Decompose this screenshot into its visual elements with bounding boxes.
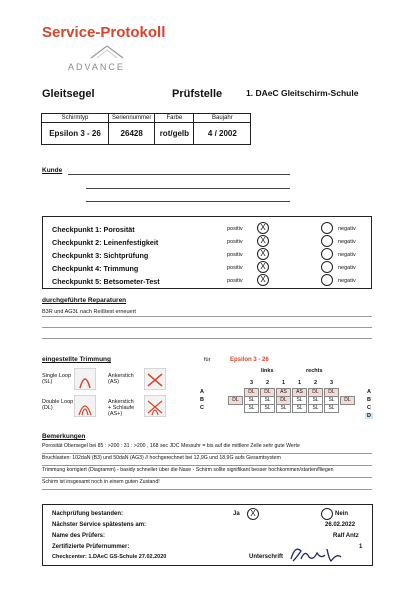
checkpoint-1-label: Checkpunkt 1: Porosität [52,225,135,234]
trim-b-l1: DL [276,396,291,405]
th-schirmtyp: Schirmtyp [42,114,109,123]
page-title: Service-Protokoll [42,24,166,41]
ankerstich-schlaufe-icon [144,395,166,417]
row-b-right: B [367,397,371,403]
kunde-label: Kunde [42,167,63,174]
col-l3: 3 [250,380,254,386]
baujahr-value: 4 / 2002 [194,123,251,145]
th-baujahr: Baujahr [194,114,251,123]
trim-a-r3: DL [324,388,339,397]
ankerstich-label: Ankerstich (AS) [108,373,134,385]
double-loop-label: Double Loop (DL) [42,399,74,411]
rechts-label: rechts [306,368,323,374]
trim-model: Epsilon 3 - 26 [230,357,269,363]
remark-line-4: Schirm ist insgesamt noch in einem guten Zustand! [42,479,372,490]
trim-c-l1: SL [276,404,291,413]
checkpoint-1-positiv: positiv [227,226,243,232]
trim-c-l3: SL [244,404,259,413]
naechster-label: Nächster Service spätestens am: [52,522,147,528]
glider-info-table [41,113,251,145]
th-seriennummer: Seriennummer [109,114,155,123]
seriennummer-value: 26428 [109,123,155,145]
col-l2: 2 [266,380,270,386]
zert-label: Zertifizierte Prüfernummer: [52,544,130,550]
checkpoint-5-negativ: negativ [338,278,356,284]
checkpoint-2-positiv-radio[interactable]: X [257,235,269,247]
brand-name: ADVANCE [68,62,125,72]
kunde-line-2 [86,188,290,189]
checkpoint-5-positiv: positiv [227,278,243,284]
trim-c-r2: SL [308,404,323,413]
kunde-line-1 [68,174,290,175]
remark-line-3: Trimmung korrigiert (Diagramm) - basidy schneller über die Nase - Schirm sollte signifikant besser hochkommen/starten/fliegen [42,467,372,478]
checkpoint-5-negativ-radio[interactable] [321,274,333,286]
col-l1: 1 [282,380,286,386]
unterschrift-label: Unterschrift [249,554,284,560]
checkpoint-2-positiv: positiv [227,239,243,245]
links-label: links [261,368,274,374]
naechster-value: 26.02.2022 [325,522,356,528]
col-r2: 2 [314,380,318,386]
th-farbe: Farbe [155,114,194,123]
trim-a-l3: DL [244,388,259,397]
col-r1: 1 [298,380,302,386]
row-a-left: A [200,389,204,395]
checkpoint-2-negativ-radio[interactable] [321,235,333,247]
checkpoint-1-negativ: negativ [338,226,356,232]
nein-radio[interactable] [321,508,333,520]
trim-a-r2: DL [308,388,323,397]
school-name: 1. DAeC Gleitschirm-Schule [246,88,359,98]
checkpoint-3-label: Checkpunkt 3: Sichtprüfung [52,251,149,260]
trim-b-r2: SL [308,396,323,405]
trim-label: eingestellte Trimmung [42,356,111,363]
advance-logo-icon [87,44,127,60]
kunde-line-3 [86,201,290,202]
trim-c-r3: SL [324,404,339,413]
checkcenter-text: Checkcenter: 1.DAeC GS-Schule 27.02.2020 [52,554,167,560]
checkpoint-3-positiv: positiv [227,252,243,258]
trim-c-l2: SL [260,404,275,413]
schirmtyp-value: Epsilon 3 - 26 [42,123,109,145]
row-c-right: C [367,405,371,411]
repairs-line-3 [42,338,372,339]
single-loop-label: Single Loop (SL) [42,373,72,385]
gleitsegel-heading: Gleitsegel [42,88,95,100]
repairs-text: B3R und AG3L nach Reißtest erneuert [42,309,136,315]
trim-b-r1: SL [292,396,307,405]
checkpoint-3-positiv-radio[interactable]: X [257,248,269,260]
checkpoint-5-positiv-radio[interactable]: X [257,274,269,286]
trim-b-outer-right: DL [340,396,355,405]
row-a-right: A [367,389,371,395]
signature-icon [287,543,347,565]
double-loop-icon [74,395,96,417]
repairs-line-2 [42,327,372,328]
checkpoint-2-negativ: negativ [338,239,356,245]
trim-a-r1: AS [292,388,307,397]
col-r3: 3 [330,380,334,386]
ja-label: Ja [233,511,240,517]
remark-line-2: Bruchlasten: 102daN (B3) und 50daN (AG3) // hochgerechnet bei 12,9G und 18,9G aufs Gesamtsystem [42,455,372,466]
footer-box [42,504,373,566]
ja-radio[interactable]: X [247,508,259,520]
trim-b-l2: SL [260,396,275,405]
single-loop-icon [74,368,96,390]
zert-value: 1 [359,544,363,550]
checkpoint-4-label: Checkpunkt 4: Trimmung [52,264,139,273]
ankerstich-icon [144,368,166,390]
row-b-left: B [200,397,204,403]
remarks-label: Bemerkungen [42,433,86,440]
checkpoint-4-positiv: positiv [227,265,243,271]
pruefstelle-heading: Prüfstelle [172,88,223,100]
checkpoint-3-negativ-radio[interactable] [321,248,333,260]
checkpoint-1-positiv-radio[interactable]: X [257,222,269,234]
trim-a-l2: DL [260,388,275,397]
ankerstich-plus-label: Ankerstich + Schlaufe (AS+) [108,399,135,417]
trim-b-l3: SL [244,396,259,405]
checkpoint-1-negativ-radio[interactable] [321,222,333,234]
trim-fuer: für [204,357,211,363]
trim-a-l1: AS [276,388,291,397]
bestanden-label: Nachprüfung bestanden: [52,511,124,517]
checkpoint-5-label: Checkpunkt 5: Betsometer-Test [52,277,160,286]
trim-b-outer-left: DL [228,396,243,405]
nein-label: Nein [335,511,349,517]
trim-c-r1: SL [292,404,307,413]
checkpoint-4-positiv-radio[interactable]: X [257,261,269,273]
repairs-line-1 [42,316,372,317]
checkpoint-2-label: Checkpunkt 2: Leinenfestigkeit [52,238,159,247]
row-c-left: C [200,405,204,411]
checkpoint-4-negativ-radio[interactable] [321,261,333,273]
checkpoint-3-negativ: negativ [338,252,356,258]
checkpoint-4-negativ: negativ [338,265,356,271]
checkpoints-box [42,216,372,289]
row-d-right: D [365,413,373,419]
pruefer-value: Ralf Antz [333,533,359,539]
farbe-value: rot/gelb [155,123,194,145]
trim-b-r3: SL [324,396,339,405]
pruefer-label: Name des Prüfers: [52,533,106,539]
repairs-label: durchgeführte Reparaturen [42,297,127,304]
remark-line-1: Porosität Obersegel bei 85 : >200 : 31 : >200 , 168 sec JDC Messuhr = bis auf die mittlere Zelle sehr gute Werte [42,443,372,454]
